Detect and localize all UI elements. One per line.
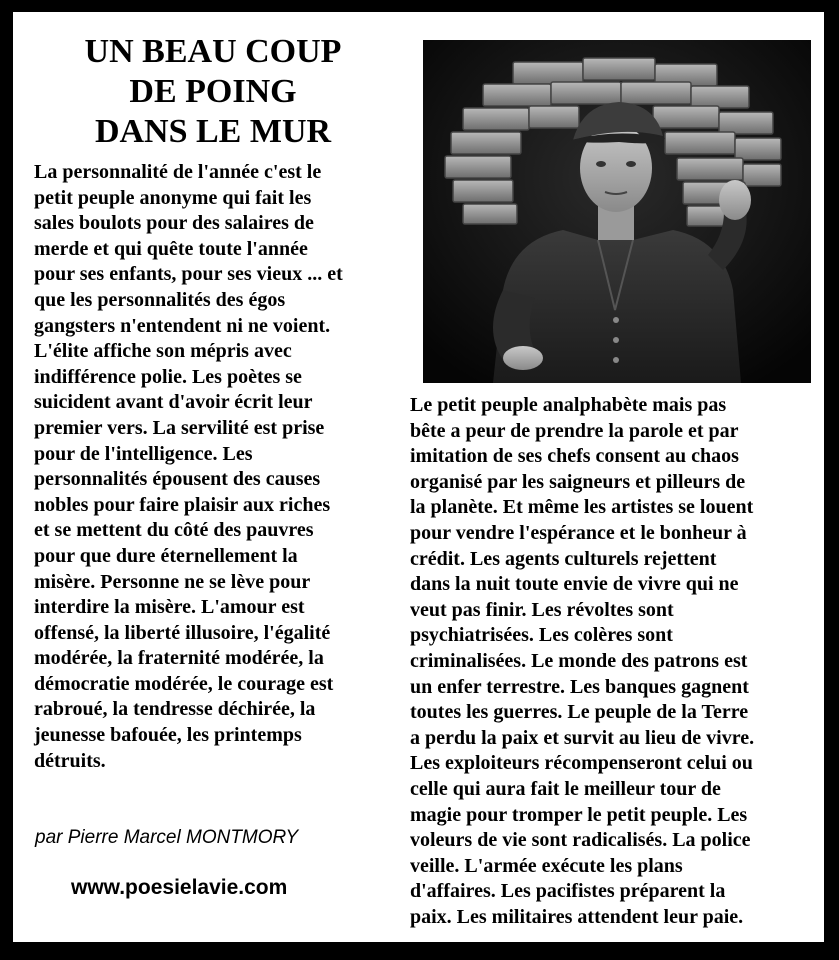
text-line: La personnalité de l'année c'est le xyxy=(34,161,322,183)
title-line: DE POING xyxy=(129,73,297,110)
text-line: pour de l'intelligence. Les xyxy=(34,442,253,465)
text-line: a perdu la paix et survit au lieu de vivre. xyxy=(410,726,755,749)
text-line: détruits. xyxy=(34,749,106,772)
text-line: imitation de ses chefs consent au chaos xyxy=(410,445,739,468)
text-line: Le petit peuple analphabète mais pas xyxy=(410,394,727,416)
text-line: indifférence polie. Les poètes se xyxy=(34,365,302,388)
left-column-text xyxy=(34,160,419,774)
text-line: sales boulots pour des salaires de xyxy=(34,212,314,235)
text-line: paix. Les militaires attendent leur paie. xyxy=(410,905,744,928)
text-line: un enfer terrestre. Les banques gagnent xyxy=(410,675,749,698)
author-credit: par Pierre Marcel MONTMORY xyxy=(35,827,299,848)
text-line: offensé, la liberté illusoire, l'égalité xyxy=(34,621,331,644)
text-line: pour ses enfants, pour ses vieux ... et xyxy=(34,263,343,286)
poster xyxy=(13,12,824,942)
website-link[interactable]: www.poesielavie.com xyxy=(71,876,288,899)
text-line: petit peuple anonyme qui fait les xyxy=(34,186,312,209)
text-line: L'élite affiche son mépris avec xyxy=(34,340,292,363)
title-line: UN BEAU COUP xyxy=(84,33,342,70)
text-line: magie pour tromper le petit peuple. Les xyxy=(410,803,748,826)
text-line: pour vendre l'espérance et le bonheur à xyxy=(410,521,747,544)
text-line: personnalités épousent des causes xyxy=(34,468,321,491)
title-line: DANS LE MUR xyxy=(94,113,332,150)
text-line: démocratie modérée, le courage est xyxy=(34,672,334,695)
text-line: organisé par les saigneurs et pilleurs de xyxy=(410,470,746,493)
text-line: jeunesse bafouée, les printemps xyxy=(34,724,302,747)
text-line: suicident avant d'avoir écrit leur xyxy=(34,391,313,414)
text-line: nobles pour faire plaisir aux riches xyxy=(34,493,331,516)
text-line: misère. Personne ne se lève pour xyxy=(34,570,311,593)
text-line: la planète. Et même les artistes se louent xyxy=(410,496,754,519)
text-line: Les exploiteurs récompenseront celui ou xyxy=(410,752,753,775)
text-line: merde et qui quête toute l'année xyxy=(34,237,308,260)
text-line: modérée, la fraternité modérée, la xyxy=(34,647,324,670)
text-line: bête a peur de prendre la parole et par xyxy=(410,419,739,442)
text-line: crédit. Les agents culturels rejettent xyxy=(410,547,717,570)
text-line: psychiatrisées. Les colères sont xyxy=(410,624,673,647)
poster-title xyxy=(63,32,363,152)
text-line: veille. L'armée exécute les plans xyxy=(410,854,683,877)
text-line: interdire la misère. L'amour est xyxy=(34,596,305,619)
text-line: rabroué, la tendresse déchirée, la xyxy=(34,698,316,721)
text-line: dans la nuit toute envie de vivre qui ne xyxy=(410,573,739,596)
text-line: et se mettent du côté des pauvres xyxy=(34,519,314,542)
text-line: voleurs de vie sont radicalisés. La police xyxy=(410,829,751,852)
bricklayer-photo-icon xyxy=(423,40,811,383)
text-line: veut pas finir. Les révoltes sont xyxy=(410,598,674,621)
text-line: gangsters n'entendent ni ne voient. xyxy=(34,314,331,337)
text-line: premier vers. La servilité est prise xyxy=(34,416,325,439)
text-line: toutes les guerres. Le peuple de la Terre xyxy=(410,701,749,724)
text-line: pour que dure éternellement la xyxy=(34,544,298,567)
text-line: d'affaires. Les pacifistes préparent la xyxy=(410,880,726,903)
text-line: criminalisées. Le monde des patrons est xyxy=(410,649,748,672)
right-column-text xyxy=(410,393,824,930)
text-line: que les personnalités des égos xyxy=(34,288,286,311)
text-line: celle qui aura fait le meilleur tour de xyxy=(410,777,721,800)
